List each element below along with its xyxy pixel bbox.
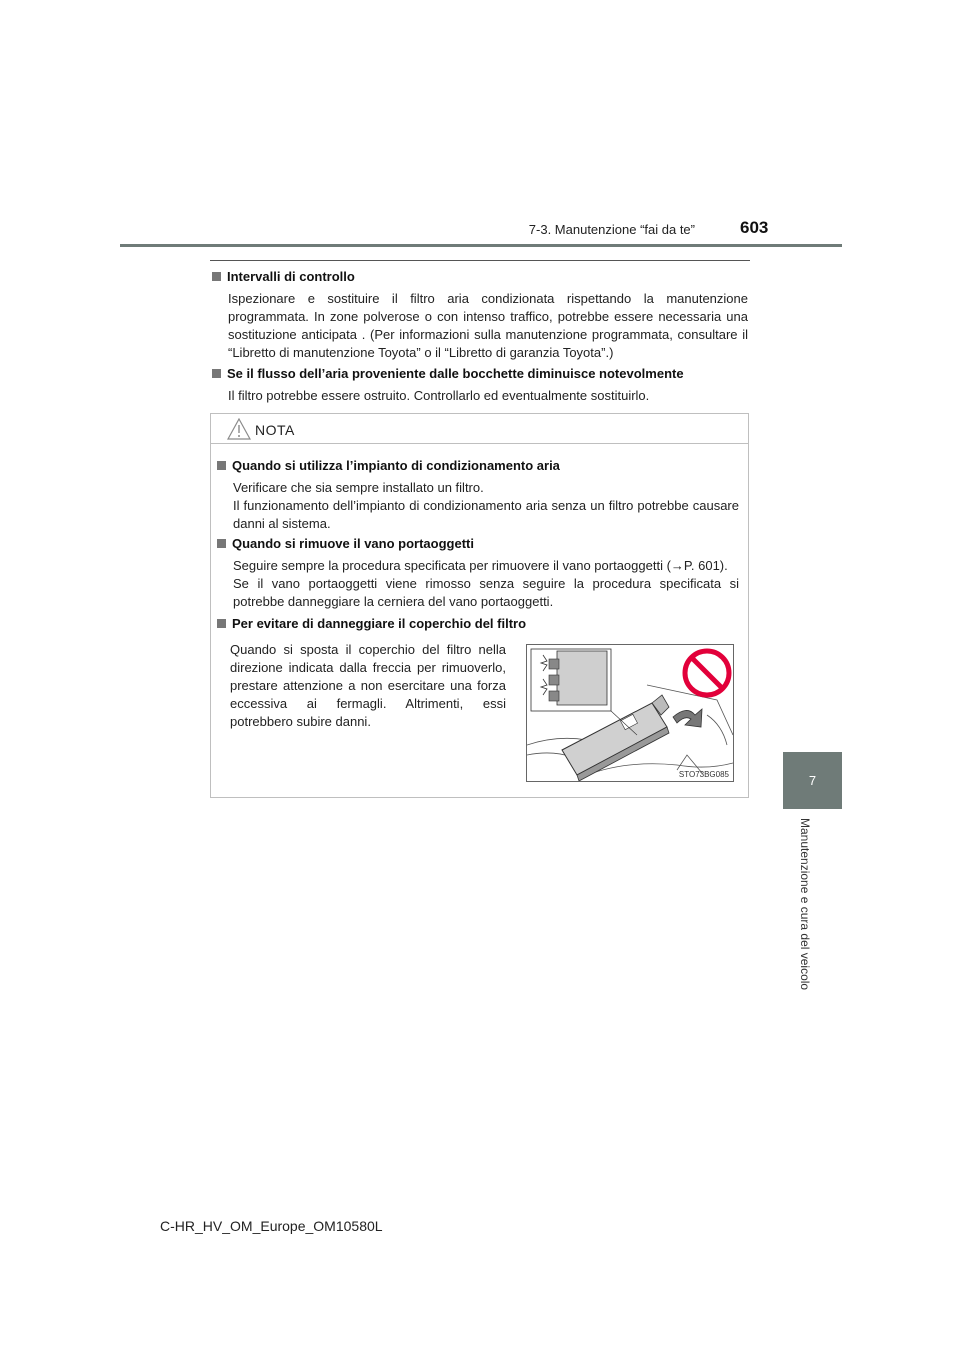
section-heading: Se il flusso dell’aria proveniente dalle bocchette diminuisce notevolmente: [212, 366, 748, 381]
nota-item-body: Verificare che sia sempre installato un filtro. Il funzionamento dell’impianto di condizionamento aria senza un filtro potrebbe causare danni al sistema.: [233, 480, 739, 531]
square-bullet-icon: [217, 461, 226, 470]
nota-item-heading: Quando si rimuove il vano portaoggetti: [217, 536, 739, 551]
nota-item-heading: Per evitare di danneggiare il coperchio del filtro: [217, 616, 739, 631]
filter-cover-illustration: [526, 644, 734, 782]
running-header-section: 7-3. Manutenzione “fai da te”: [528, 222, 695, 237]
square-bullet-icon: [212, 369, 221, 378]
square-bullet-icon: [217, 619, 226, 628]
nota-box: [210, 413, 749, 798]
nota-item-vano-portaoggetti: [217, 536, 739, 611]
header-rule: [120, 244, 842, 247]
section-rule: [210, 260, 750, 261]
section-heading: Intervalli di controllo: [212, 269, 748, 284]
warning-triangle-icon: [227, 418, 251, 440]
chapter-title-vertical: [796, 818, 816, 1008]
figure-code: STO73BG085: [678, 770, 729, 779]
square-bullet-icon: [212, 272, 221, 281]
filter-cover-drawing: [527, 645, 733, 781]
chapter-tab[interactable]: 7: [783, 752, 842, 809]
section-intervalli: [212, 269, 748, 362]
nota-header: [211, 414, 748, 444]
nota-item-heading: Quando si utilizza l’impianto di condizionamento aria: [217, 458, 739, 473]
chapter-title-text: Manutenzione e cura del veicolo: [798, 818, 812, 991]
filter-cover-instruction: Quando si sposta il coperchio del filtro nella direzione indicata dalla freccia per rimuoverlo, prestare attenzione a non esercitare una forza eccessiva ai fermagli. Altrimenti, essi potrebbero subire danni.: [230, 642, 506, 729]
nota-item-coperchio-filtro: [217, 616, 739, 631]
nota-item-condizionamento: [217, 458, 739, 533]
square-bullet-icon: [217, 539, 226, 548]
section-body: Ispezionare e sostituire il filtro aria condizionata rispettando la manutenzione programmata. In zone polverose o con intenso traffico, potrebbe essere necessaria una sostituzione anticipata . (Per informazioni sulla manutenzione programmata, consultare il “Libretto di manutenzione Toyota” o il “Libretto di garanzia Toyota”.): [228, 291, 748, 360]
document-id: C-HR_HV_OM_Europe_OM10580L: [160, 1218, 383, 1234]
nota-title: NOTA: [255, 422, 295, 438]
section-body: Il filtro potrebbe essere ostruito. Controllarlo ed eventualmente sostituirlo.: [228, 388, 650, 403]
nota-item-body: Seguire sempre la procedura specificata per rimuovere il vano portaoggetti (→P. 601). Se il vano portaoggetti viene rimosso senza seguire la procedura specificata si potrebbe danneggiare la cerniera del vano portaoggetti.: [233, 558, 739, 609]
section-flusso-aria: [212, 366, 748, 405]
page-number: 603: [740, 218, 769, 237]
